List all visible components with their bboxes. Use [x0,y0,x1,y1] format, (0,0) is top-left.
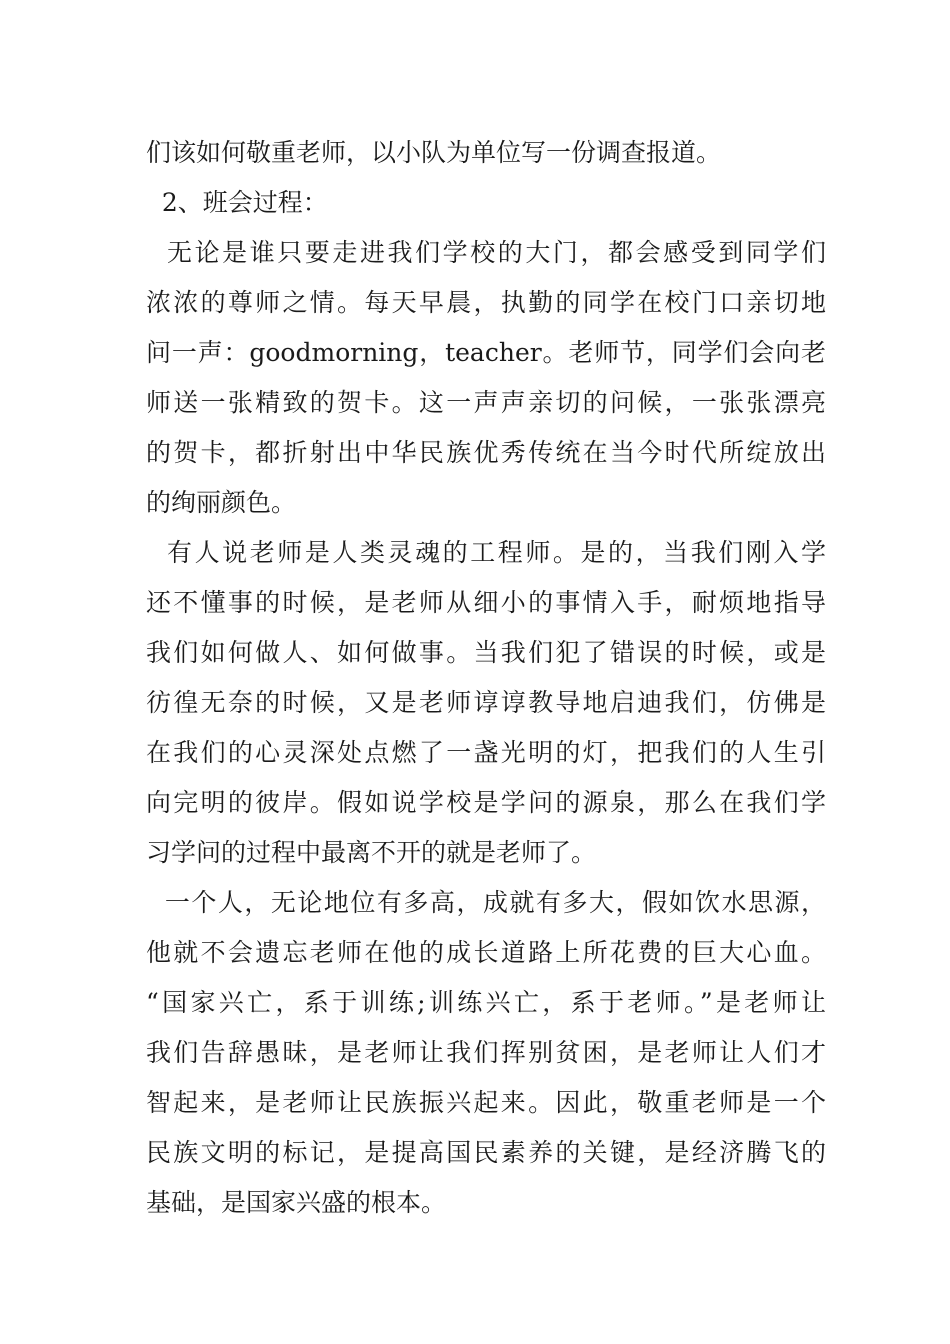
paragraph-2 [146,528,826,878]
text-line: 习学问的过程中最离不开的就是老师了。 [146,838,597,867]
text-line: 在我们的心灵深处点燃了一盏光明的灯，把我们的人生引 [146,738,826,767]
text-line: 的绚丽颜色。 [146,488,297,517]
paragraph-section-heading [146,178,826,228]
section-heading: 2、班会过程： [146,188,328,217]
text-line: “国家兴亡，系于训练;训练兴亡，系于老师。”是老师让 [146,988,826,1017]
paragraph-continuation [146,128,826,178]
text-line: 浓浓的尊师之情。每天早晨，执勤的同学在校门口亲切地 [146,288,826,317]
text-line: 基础，是国家兴盛的根本。 [146,1188,447,1217]
text-line: 智起来，是老师让民族振兴起来。因此，敬重老师是一个 [146,1088,826,1117]
text-line: 的贺卡，都折射出中华民族优秀传统在当今时代所绽放出 [146,438,826,467]
paragraph-3 [146,878,826,1228]
paragraph-1 [146,228,826,528]
text-line: 向完明的彼岸。假如说学校是学问的源泉，那么在我们学 [146,788,826,817]
text-line: 一个人，无论地位有多高，成就有多大，假如饮水思源， [146,888,826,917]
text-line: 还不懂事的时候，是老师从细小的事情入手，耐烦地指导 [146,588,826,617]
text-line: 有人说老师是人类灵魂的工程师。是的，当我们刚入学 [146,538,826,567]
text-line: 我们告辞愚昧，是老师让我们挥别贫困，是老师让人们才 [146,1038,826,1067]
text-line: 师送一张精致的贺卡。这一声声亲切的问候，一张张漂亮 [146,388,826,417]
text-line: 问一声：goodmorning，teacher。老师节，同学们会向老 [146,338,826,367]
document-body [146,128,826,1228]
text-line: 他就不会遗忘老师在他的成长道路上所花费的巨大心血。 [146,938,826,967]
text-line: 民族文明的标记，是提高国民素养的关键，是经济腾飞的 [146,1138,826,1167]
text-line: 我们如何做人、如何做事。当我们犯了错误的时候，或是 [146,638,826,667]
text-line: 无论是谁只要走进我们学校的大门，都会感受到同学们 [146,238,826,267]
text-line: 彷徨无奈的时候，又是老师谆谆教导地启迪我们，仿佛是 [146,688,826,717]
text-line: 们该如何敬重老师，以小队为单位写一份调查报道。 [146,138,722,167]
